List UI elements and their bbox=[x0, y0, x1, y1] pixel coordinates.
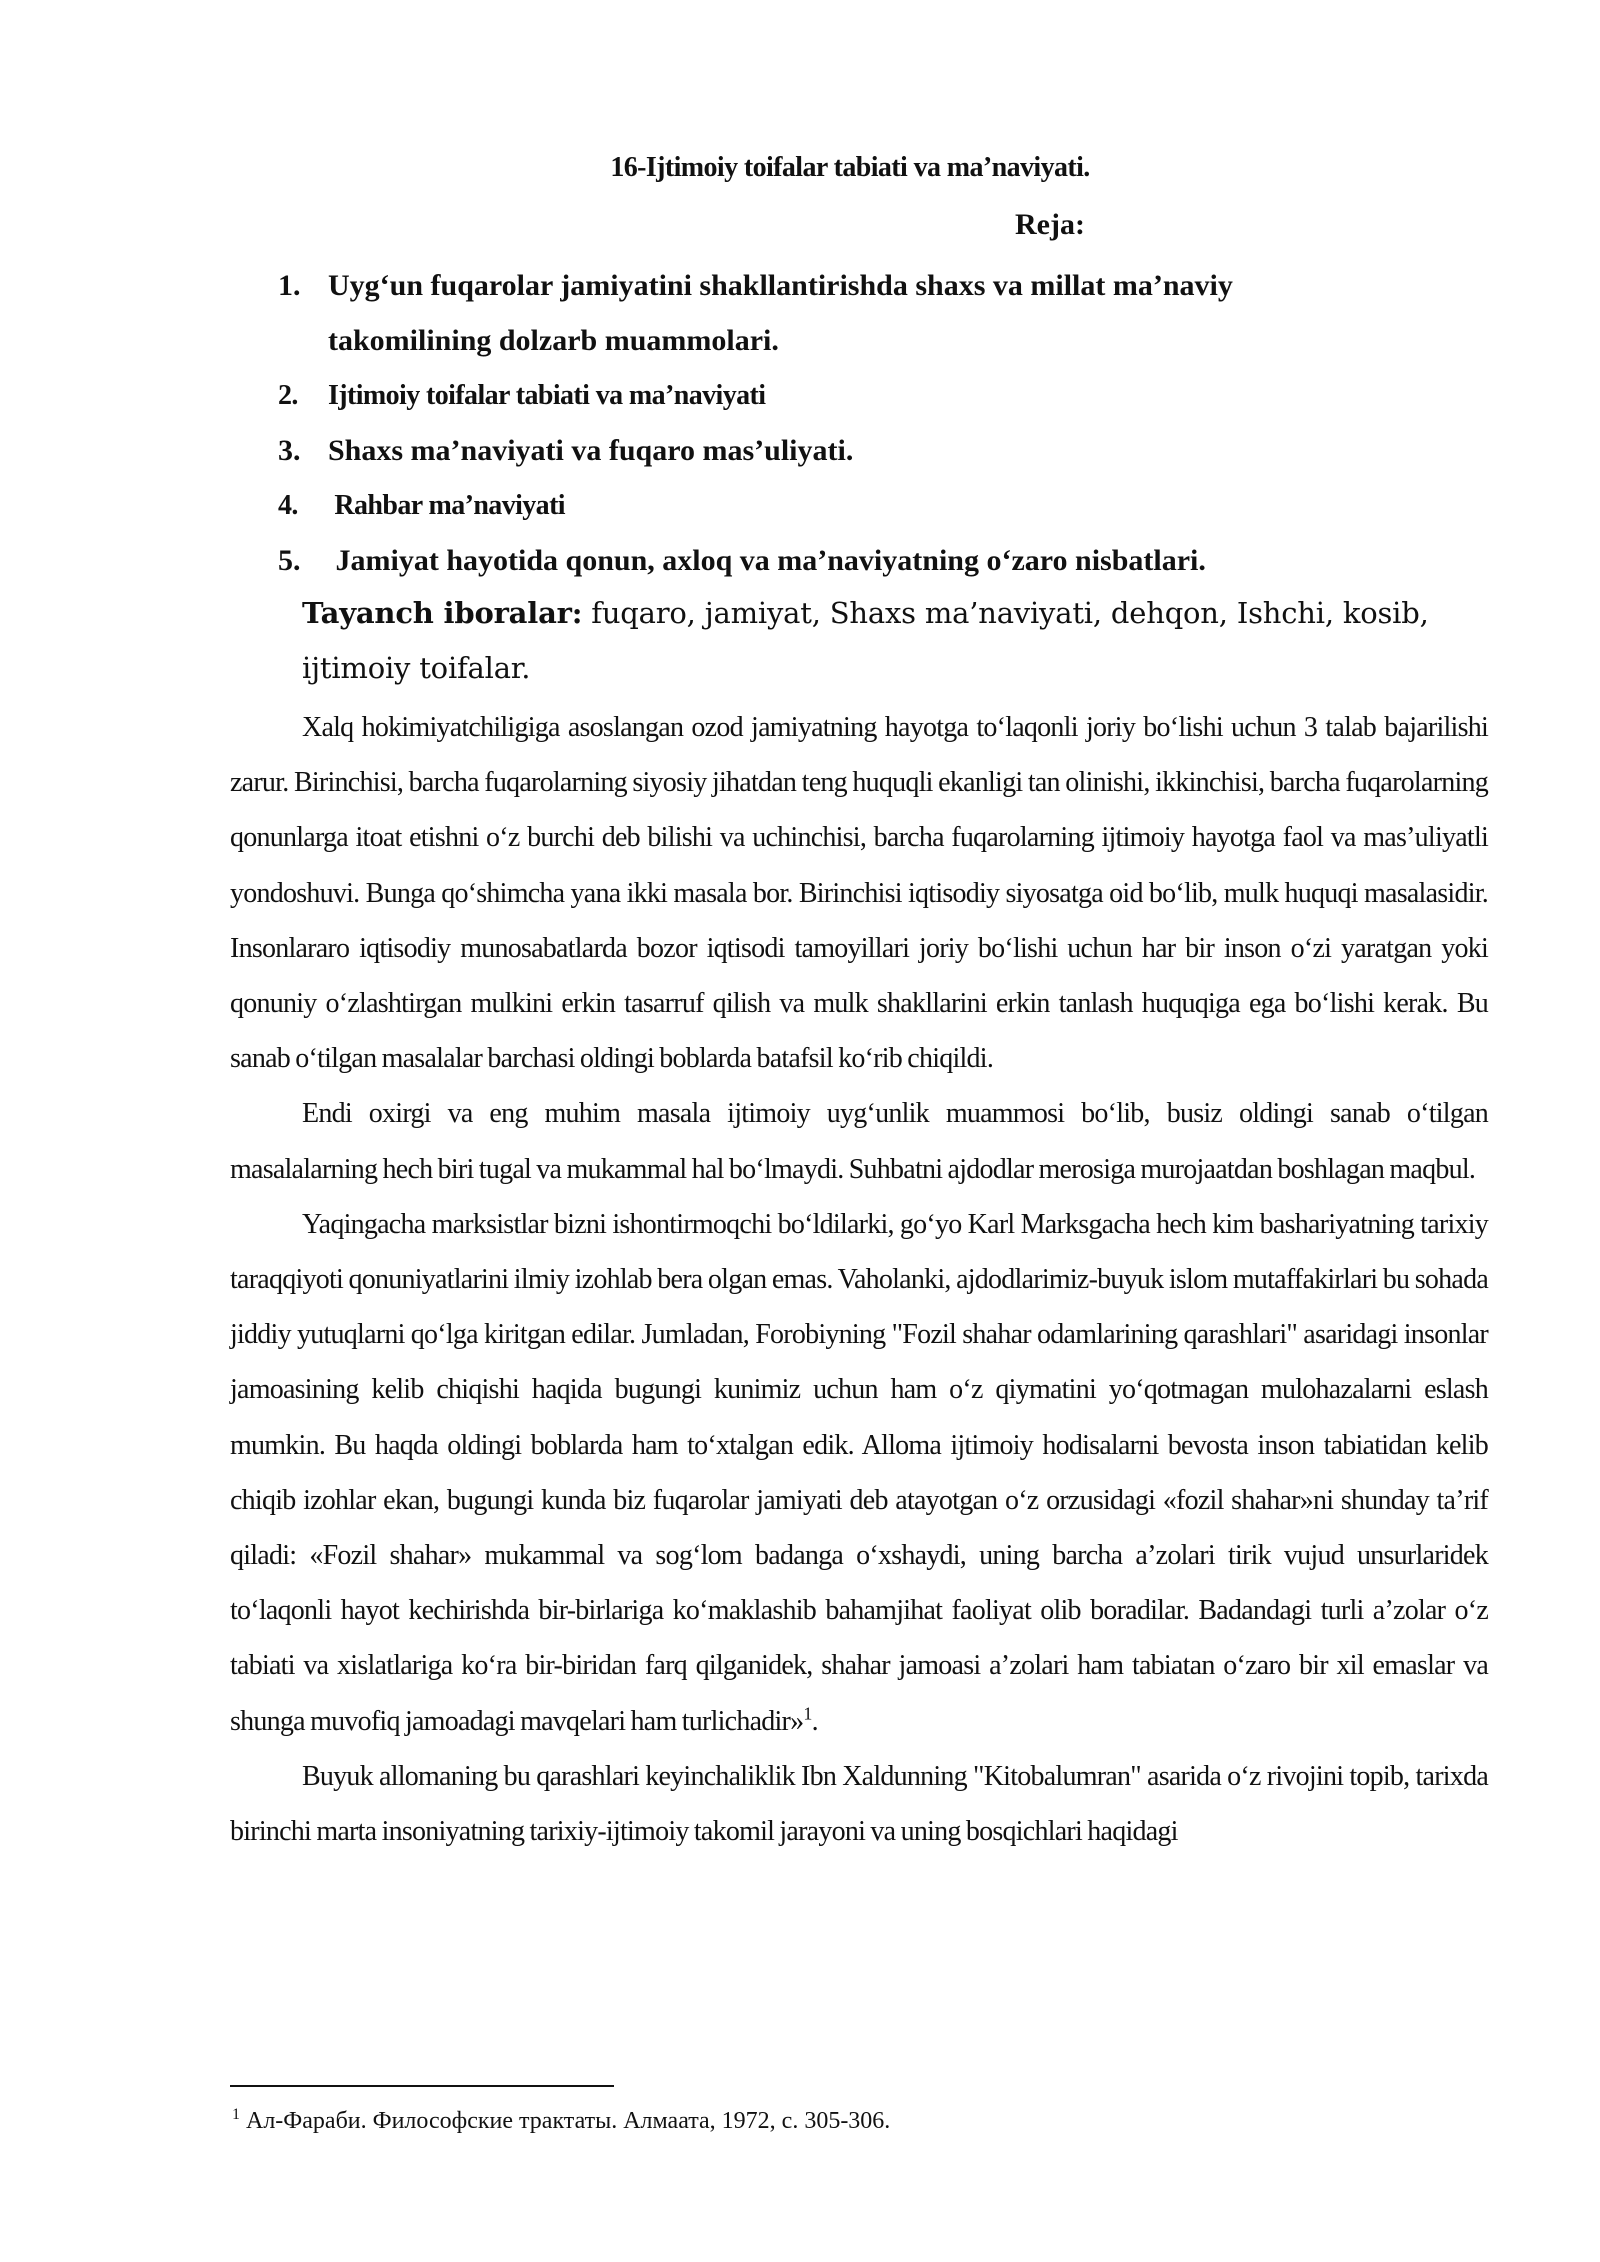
keywords-label: Tayanch iboralar: bbox=[302, 596, 583, 630]
body-text bbox=[230, 700, 1488, 1859]
paragraph-text: Endi oxirgi va eng muhim masala ijtimoiy uyg‘unlik muammosi bo‘lib, busiz oldingi sanab o‘tilgan masalalarning hech biri tugal va mukammal hal bo‘lmaydi. Suhbatni ajdodlar merosiga murojaatdan boshlagan maqbul. bbox=[230, 1098, 1488, 1185]
footnote-reference[interactable]: 1 bbox=[803, 1703, 812, 1724]
plan-item-text: Uyg‘un fuqarolar jamiyatini shakllantirishda shaxs va millat ma’naviy takomilining dolzarb muammolari. bbox=[328, 269, 1233, 357]
plan-heading: Reja: bbox=[1015, 208, 1085, 241]
keywords-text: fuqaro, jamiyat, Shaxs ma’naviyati, dehqon, Ishchi, kosib, ijtimoiy toifalar. bbox=[302, 596, 1429, 685]
plan-list bbox=[278, 258, 1378, 588]
paragraph: Xalq hokimiyatchiligiga asoslangan ozod jamiyatning hayotga to‘laqonli joriy bo‘lishi uchun 3 talab bajarilishi zarur. Birinchisi, barcha fuqarolarning siyosiy jihatdan teng huquqli ekanligi tan olinishi, ikkinchisi, barcha fuqarolarning qonunlarga itoat etishni o‘z burchi deb bilishi va uchinchisi, barcha fuqarolarning ijtimoiy hayotga faol va mas’uliyatli yondoshuvi. Bunga qo‘shimcha yana ikki masala bor. Birinchisi iqtisodiy siyosatga oid bo‘lib, mulk huquqi masalasidir. Insonlararo iqtisodiy munosabatlarda bozor iqtisodi tamoyillari joriy bo‘lishi uchun har bir inson o‘zi yaratgan yoki qonuniy o‘zlashtirgan mulkini erkin tasarruf qilish va mulk shakllarini erkin tanlash huquqiga ega bo‘lishi kerak. Bu sanab o‘tilgan masalalar barchasi oldingi boblarda batafsil ko‘rib chiqildi. bbox=[230, 712, 1488, 1075]
plan-item-text: Jamiyat hayotida qonun, axloq va ma’naviyatning o‘zaro nisbatlari. bbox=[328, 544, 1206, 577]
keywords-block bbox=[302, 586, 1432, 696]
plan-item-number: 2. bbox=[278, 380, 298, 411]
plan-item-number: 4. bbox=[278, 490, 298, 521]
paragraph-text: Yaqingacha marksistlar bizni ishontirmoqchi bo‘ldilarki, go‘yo Karl Marksgacha hech kim bashariyatning tarixiy taraqqiyoti qonuniyatlarini ilmiy izohlab bera olgan emas. Vaholanki, ajdodlarimiz-buyuk islom mutaffakirlari bu sohada jiddiy yutuqlarni qo‘lga kiritgan edilar. Jumladan, Forobiyning "Fozil shahar odamlarining qarashlari" asaridagi insonlar jamoasining kelib chiqishi haqida bugungi kunimiz uchun ham o‘z qiymatini yo‘qotmagan mulohazalarni eslash mumkin. Bu haqda oldingi boblarda ham to‘xtalgan edik. Alloma ijtimoiy hodisalarni bevosta inson tabiatidan kelib chiqib izohlar ekan, bugungi kunda biz fuqarolar jamiyati deb atayotgan o‘z orzusidagi «fozil shahar»ni shunday ta’rif qiladi: «Fozil shahar» mukammal va sog‘lom badanga o‘xshaydi, uning barcha a’zolari tirik vujud unsurlaridek to‘laqonli hayot kechirishda bir-birlariga ko‘maklashib bahamjihat faoliyat olib boradilar. Badandagi turli a’zolar o‘z tabiati va xislatlariga ko‘ra bir-biridan farq qilganidek, shahar jamoasi a’zolari ham tabiatan o‘zaro bir xil emaslar va shunga muvofiq jamoadagi mavqelari ham turlichadir» bbox=[230, 1208, 1488, 1737]
paragraph: Buyuk allomaning bu qarashlari keyinchaliklik Ibn Xaldunning "Kitobalumran" asarida o‘z rivojini topib, tarixda birinchi marta insoniyatning tarixiy-ijtimoiy takomil jarayoni va uning bosqichlari haqidagi bbox=[230, 1760, 1488, 1848]
plan-item bbox=[278, 533, 1378, 588]
plan-item-number: 3. bbox=[278, 434, 301, 467]
plan-item bbox=[278, 258, 1378, 368]
paragraph bbox=[230, 1086, 1488, 1196]
paragraph: Yaqingacha marksistlar bizni ishontirmoqchi bo‘ldilarki, go‘yo Karl Marksgacha hech kim bashariyatning tarixiy taraqqiyoti qonuniyatlarini ilmiy izohlab bera olgan emas. Vaholanki, ajdodlarimiz-buyuk islom mutaffakirlari bu sohada jiddiy yutuqlarni qo‘lga kiritgan edilar. Jumladan, Forobiyning "Fozil shahar odamlarining qarashlari" asaridagi insonlar jamoasining kelib chiqishi haqida bugungi kunimiz uchun ham o‘z qiymatini yo‘qotmagan mulohazalarni eslash mumkin. Bu haqda oldingi boblarda ham to‘xtalgan edik. Alloma ijtimoiy hodisalarni bevosta inson tabiatidan kelib chiqib izohlar ekan, bugungi kunda biz fuqarolar jamiyati deb atayotgan o‘z orzusidagi «fozil shahar»ni shunday ta’rif qiladi: «Fozil shahar» mukammal va sog‘lom badanga o‘xshaydi, uning barcha a’zolari tirik vujud unsurlaridek to‘laqonli hayot kechirishda bir-birlariga ko‘maklashib bahamjihat faoliyat olib boradilar. Badandagi turli a’zolar o‘z tabiati va xislatlariga ko‘ra bir-biridan farq qilganidek, shahar jamoasi a’zolari ham tabiatan o‘zaro bir xil emaslar va shunga muvofiq jamoadagi mavqelari ham turlichadir»$^1$. bbox=[230, 1208, 1488, 1737]
plan-item bbox=[278, 423, 1378, 478]
plan-item-number: 5. bbox=[278, 544, 301, 577]
document-title: 16-Ijtimoiy toifalar tabiati va ma’naviyati. bbox=[610, 152, 1090, 183]
plan-item bbox=[278, 478, 1378, 533]
footnote-number: 1 bbox=[232, 2106, 240, 2123]
footnote-separator bbox=[230, 2085, 614, 2087]
plan-item-text: Ijtimoiy toifalar tabiati va ma’naviyati bbox=[328, 380, 766, 411]
plan-item-text: Rahbar ma’naviyati bbox=[328, 490, 565, 521]
plan-item-number: 1. bbox=[278, 269, 301, 302]
footnote-text: Ал-Фараби. Философские трактаты. Алмаата, 1972, с. 305-306. bbox=[246, 2108, 891, 2134]
plan-item-text: Shaxs ma’naviyati va fuqaro mas’uliyati. bbox=[328, 434, 854, 467]
footnote bbox=[232, 2098, 1432, 2138]
plan-item bbox=[278, 368, 1378, 423]
